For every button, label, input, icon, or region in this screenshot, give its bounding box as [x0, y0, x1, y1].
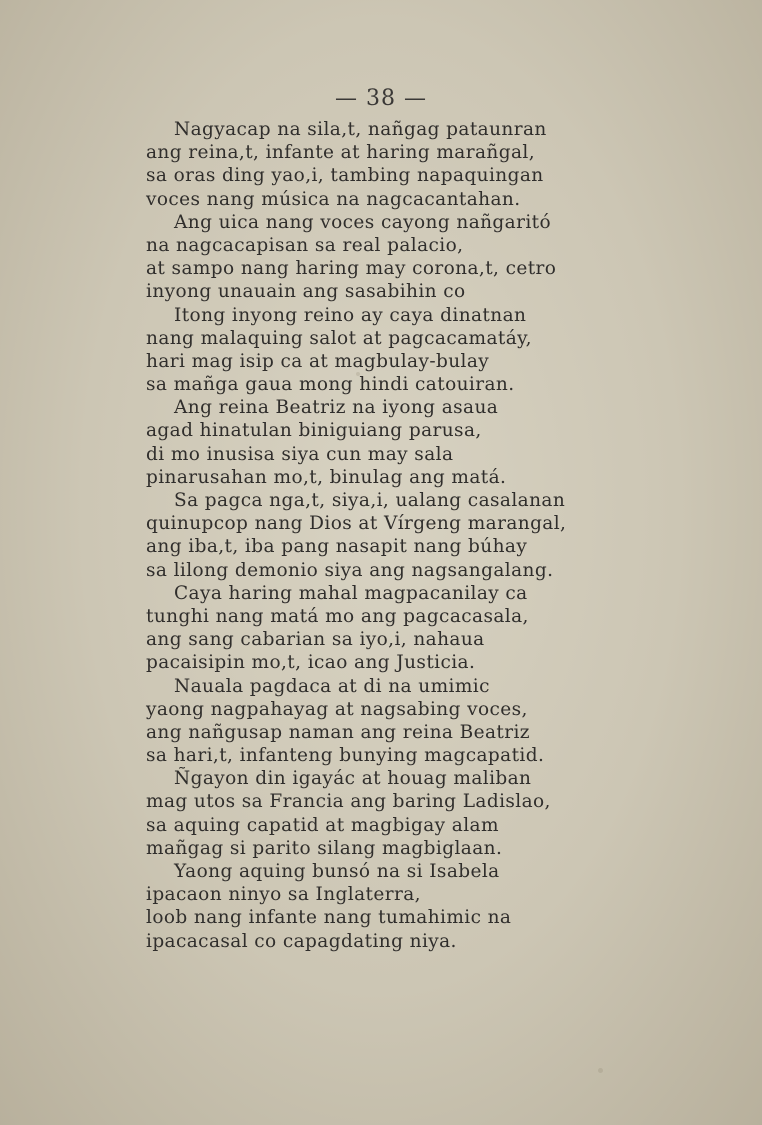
verse-line: hari mag isip ca at magbulay-bulay — [146, 350, 490, 372]
poem-text — [146, 118, 646, 953]
verse-line: ang sang cabarian sa iyo,i, nahaua — [146, 629, 485, 651]
verse-line: ang iba,t, iba pang nasapit nang búhay — [146, 536, 528, 558]
verse-line: Sa pagca nga,t, siya,i, ualang casalanan — [174, 490, 566, 511]
stanza — [146, 304, 646, 397]
verse-line: voces nang música na nagcacantahan. — [146, 188, 521, 210]
verse-line: ipacacasal co capagdating niya. — [146, 930, 457, 952]
paper-stain — [598, 1068, 603, 1073]
verse-line: inyong unauain ang sasabihin co — [146, 281, 466, 303]
verse-line: pinarusahan mo,t, binulag ang matá. — [146, 466, 507, 488]
verse-line: sa aquing capatid at magbigay alam — [146, 814, 499, 836]
verse-line: ipacaon ninyo sa Inglaterra, — [146, 884, 421, 906]
stanza — [146, 767, 646, 860]
verse-line: loob nang infante nang tumahimic na — [146, 907, 512, 929]
stanza — [146, 118, 646, 211]
verse-line: Ñgayon din igayác at houag maliban — [174, 768, 532, 790]
verse-line: mañgag si parito silang magbiglaan. — [146, 837, 503, 859]
verse-line: na nagcacapisan sa real palacio, — [146, 234, 464, 256]
verse-line: yaong nagpahayag at nagsabing voces, — [146, 698, 528, 720]
stanza — [146, 489, 646, 582]
verse-line: quinupcop nang Dios at Vírgeng marangal, — [146, 513, 567, 535]
verse-line: Ang reina Beatriz na iyong asaua — [174, 397, 499, 419]
verse-line: nang malaquing salot at pagcacamatáy, — [146, 327, 532, 349]
verse-line: di mo inusisa siya cun may sala — [146, 443, 454, 465]
stanza — [146, 211, 646, 304]
verse-line: sa mañga gaua mong hindi catouiran. — [146, 374, 515, 396]
stanza — [146, 860, 646, 953]
verse-line: tunghi nang matá mo ang pagcacasala, — [146, 605, 529, 627]
verse-line: Yaong aquing bunsó na si Isabela — [174, 861, 500, 882]
stanza — [146, 675, 646, 768]
stanza — [146, 582, 646, 675]
verse-line: Ang uica nang voces cayong nañgaritó — [174, 211, 552, 233]
verse-line: Itong inyong reino ay caya dinatnan — [174, 304, 527, 326]
verse-line: Nauala pagdaca at di na umimic — [174, 675, 490, 697]
verse-line: Caya haring mahal magpacanilay ca — [174, 582, 528, 604]
verse-line: sa hari,t, infanteng bunying magcapatid. — [146, 745, 545, 767]
verse-line: mag utos sa Francia ang baring Ladislao, — [146, 791, 551, 813]
verse-line: sa lilong demonio siya ang nagsangalang. — [146, 559, 554, 581]
verse-line: ang reina,t, infante at haring marañgal, — [146, 142, 535, 164]
verse-line: pacaisipin mo,t, icao ang Justicia. — [146, 652, 476, 674]
verse-line: ang nañgusap naman ang reina Beatriz — [146, 721, 530, 743]
page-number: — 38 — — [335, 86, 427, 111]
verse-line: agad hinatulan biniguiang parusa, — [146, 420, 482, 442]
verse-line: Nagyacap na sila,t, nañgag pataunran — [174, 119, 547, 140]
verse-line: at sampo nang haring may corona,t, cetro — [146, 258, 557, 280]
stanza — [146, 396, 646, 489]
verse-line: sa oras ding yao,i, tambing napaquingan — [146, 165, 544, 187]
